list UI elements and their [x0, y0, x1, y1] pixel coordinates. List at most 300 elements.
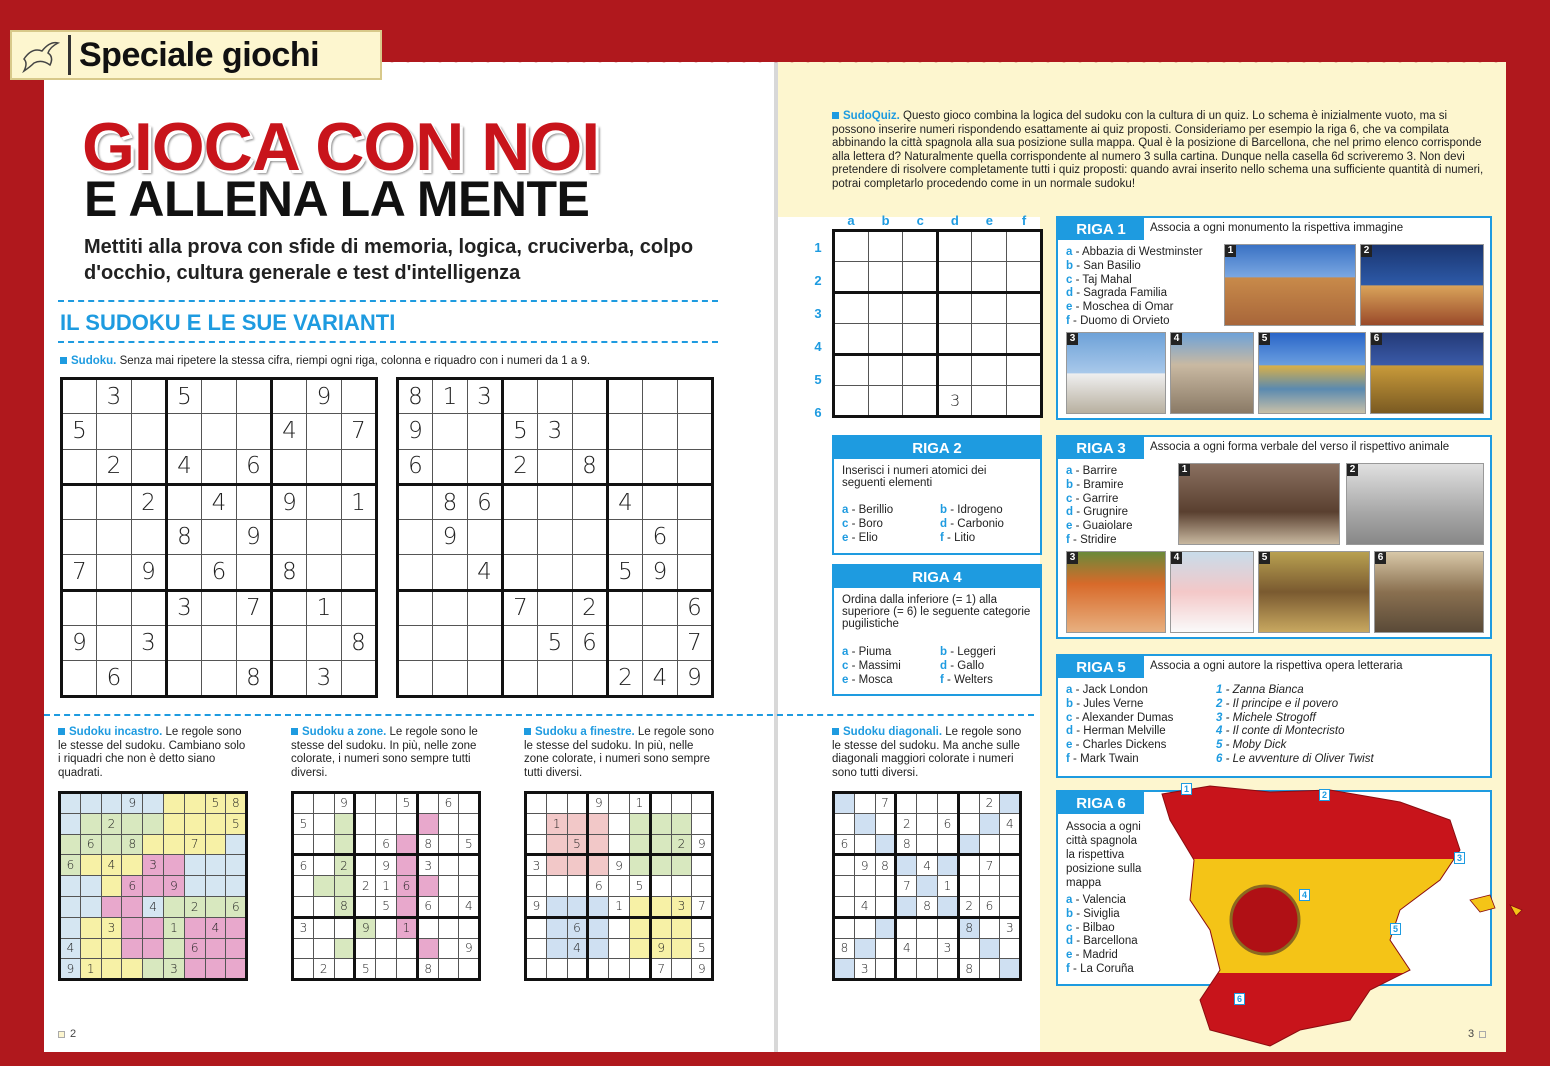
- grid-cell[interactable]: [678, 484, 713, 519]
- grid-cell[interactable]: [834, 917, 855, 938]
- grid-cell[interactable]: 6: [376, 834, 397, 855]
- grid-cell[interactable]: [937, 855, 958, 876]
- grid-cell[interactable]: [396, 855, 417, 876]
- grid-cell[interactable]: 6: [396, 876, 417, 897]
- grid-cell[interactable]: [237, 379, 272, 414]
- grid-cell[interactable]: 9: [307, 379, 342, 414]
- grid-cell[interactable]: [184, 959, 205, 980]
- grid-cell[interactable]: [937, 959, 958, 980]
- grid-cell[interactable]: 7: [503, 590, 538, 625]
- grid-cell[interactable]: [588, 938, 609, 959]
- grid-cell[interactable]: [854, 938, 875, 959]
- grid-cell[interactable]: [896, 793, 917, 814]
- grid-cell[interactable]: [567, 896, 588, 917]
- grid-cell[interactable]: [567, 876, 588, 897]
- grid-cell[interactable]: [459, 959, 480, 980]
- grid-cell[interactable]: 5: [293, 813, 314, 834]
- grid-cell[interactable]: [629, 917, 650, 938]
- grid-cell[interactable]: [396, 959, 417, 980]
- grid-cell[interactable]: [313, 813, 334, 834]
- grid-cell[interactable]: [468, 449, 503, 484]
- grid-cell[interactable]: [237, 484, 272, 519]
- grid-cell[interactable]: [629, 855, 650, 876]
- grid-cell[interactable]: [355, 938, 376, 959]
- grid-cell[interactable]: [468, 626, 503, 661]
- grid-cell[interactable]: [307, 626, 342, 661]
- grid-cell[interactable]: 7: [692, 896, 713, 917]
- grid-cell[interactable]: 7: [678, 626, 713, 661]
- grid-cell[interactable]: [417, 813, 438, 834]
- grid-cell[interactable]: [132, 590, 167, 625]
- grid-cell[interactable]: [503, 626, 538, 661]
- grid-cell[interactable]: 2: [101, 813, 122, 834]
- grid-cell[interactable]: [334, 938, 355, 959]
- grid-cell[interactable]: [678, 414, 713, 449]
- grid-cell[interactable]: [313, 793, 334, 814]
- grid-cell[interactable]: [80, 813, 101, 834]
- grid-cell[interactable]: 2: [313, 959, 334, 980]
- grid-cell[interactable]: [650, 896, 671, 917]
- grid-cell[interactable]: 4: [272, 414, 307, 449]
- grid-cell[interactable]: [334, 959, 355, 980]
- grid-cell[interactable]: [163, 855, 184, 876]
- grid-cell[interactable]: [202, 449, 237, 484]
- grid-cell[interactable]: [1006, 355, 1041, 386]
- grid-cell[interactable]: 6: [237, 449, 272, 484]
- grid-cell[interactable]: [62, 590, 97, 625]
- grid-cell[interactable]: [293, 834, 314, 855]
- grid-cell[interactable]: [97, 484, 132, 519]
- grid-cell[interactable]: 2: [97, 449, 132, 484]
- grid-cell[interactable]: [917, 834, 938, 855]
- grid-cell[interactable]: 5: [538, 626, 573, 661]
- grid-cell[interactable]: 8: [958, 959, 979, 980]
- grid-cell[interactable]: [438, 959, 459, 980]
- grid-cell[interactable]: 9: [132, 555, 167, 590]
- grid-cell[interactable]: [917, 959, 938, 980]
- grid-cell[interactable]: [101, 793, 122, 814]
- grid-cell[interactable]: [972, 231, 1007, 262]
- grid-cell[interactable]: [184, 917, 205, 938]
- grid-cell[interactable]: [122, 959, 143, 980]
- grid-cell[interactable]: 4: [202, 484, 237, 519]
- grid-cell[interactable]: 4: [101, 855, 122, 876]
- grid-cell[interactable]: [468, 590, 503, 625]
- grid-cell[interactable]: [272, 449, 307, 484]
- grid-cell[interactable]: 4: [459, 896, 480, 917]
- grid-cell[interactable]: [671, 793, 692, 814]
- grid-cell[interactable]: [163, 793, 184, 814]
- grid-cell[interactable]: [1000, 876, 1021, 897]
- grid-cell[interactable]: 9: [650, 938, 671, 959]
- grid-cell[interactable]: [643, 626, 678, 661]
- grid-cell[interactable]: [643, 484, 678, 519]
- grid-cell[interactable]: [60, 813, 81, 834]
- grid-cell[interactable]: [917, 793, 938, 814]
- grid-cell[interactable]: [643, 449, 678, 484]
- grid-cell[interactable]: [205, 938, 226, 959]
- grid-cell[interactable]: [433, 414, 468, 449]
- grid-cell[interactable]: [526, 917, 547, 938]
- grid-cell[interactable]: [205, 876, 226, 897]
- grid-cell[interactable]: [1006, 231, 1041, 262]
- grid-cell[interactable]: [1000, 938, 1021, 959]
- grid-cell[interactable]: 4: [1000, 813, 1021, 834]
- grid-cell[interactable]: 2: [132, 484, 167, 519]
- grid-cell[interactable]: [650, 834, 671, 855]
- grid-cell[interactable]: 8: [342, 626, 377, 661]
- grid-cell[interactable]: 6: [834, 834, 855, 855]
- grid-cell[interactable]: [834, 793, 855, 814]
- grid-cell[interactable]: [937, 293, 972, 324]
- grid-cell[interactable]: 3: [101, 917, 122, 938]
- grid-cell[interactable]: [972, 355, 1007, 386]
- grid-cell[interactable]: 5: [567, 834, 588, 855]
- grid-cell[interactable]: 9: [355, 917, 376, 938]
- grid-cell[interactable]: 9: [678, 661, 713, 696]
- grid-cell[interactable]: 9: [398, 414, 433, 449]
- grid-cell[interactable]: [937, 231, 972, 262]
- grid-cell[interactable]: [80, 876, 101, 897]
- grid-cell[interactable]: 9: [588, 793, 609, 814]
- grid-cell[interactable]: [903, 293, 938, 324]
- grid-cell[interactable]: [396, 896, 417, 917]
- grid-cell[interactable]: 3: [307, 661, 342, 696]
- grid-cell[interactable]: [875, 917, 896, 938]
- grid-cell[interactable]: [573, 661, 608, 696]
- grid-cell[interactable]: [398, 626, 433, 661]
- grid-cell[interactable]: [205, 896, 226, 917]
- grid-cell[interactable]: [608, 590, 643, 625]
- grid-cell[interactable]: [122, 855, 143, 876]
- grid-cell[interactable]: [80, 793, 101, 814]
- sudoku-grid-2[interactable]: [396, 377, 714, 698]
- grid-cell[interactable]: [1006, 324, 1041, 355]
- grid-cell[interactable]: [875, 938, 896, 959]
- grid-cell[interactable]: [396, 813, 417, 834]
- grid-cell[interactable]: [202, 379, 237, 414]
- grid-cell[interactable]: [438, 876, 459, 897]
- grid-cell[interactable]: [538, 520, 573, 555]
- grid-cell[interactable]: [237, 555, 272, 590]
- grid-cell[interactable]: [834, 855, 855, 876]
- grid-cell[interactable]: [122, 917, 143, 938]
- grid-cell[interactable]: [972, 262, 1007, 293]
- grid-cell[interactable]: 6: [226, 896, 247, 917]
- grid-cell[interactable]: [854, 876, 875, 897]
- grid-cell[interactable]: [972, 386, 1007, 417]
- grid-cell[interactable]: [588, 813, 609, 834]
- grid-cell[interactable]: [293, 896, 314, 917]
- grid-cell[interactable]: [293, 938, 314, 959]
- grid-cell[interactable]: [101, 876, 122, 897]
- grid-cell[interactable]: [503, 555, 538, 590]
- grid-cell[interactable]: [163, 938, 184, 959]
- grid-cell[interactable]: [334, 917, 355, 938]
- grid-cell[interactable]: [143, 834, 164, 855]
- grid-cell[interactable]: 6: [643, 520, 678, 555]
- grid-cell[interactable]: [692, 917, 713, 938]
- grid-cell[interactable]: 9: [163, 876, 184, 897]
- sudoku-finestre-grid[interactable]: [524, 791, 714, 981]
- grid-cell[interactable]: [958, 834, 979, 855]
- grid-cell[interactable]: 2: [503, 449, 538, 484]
- grid-cell[interactable]: [143, 793, 164, 814]
- grid-cell[interactable]: [226, 959, 247, 980]
- grid-cell[interactable]: [313, 938, 334, 959]
- grid-cell[interactable]: 6: [573, 626, 608, 661]
- grid-cell[interactable]: [313, 876, 334, 897]
- grid-cell[interactable]: [868, 355, 903, 386]
- grid-cell[interactable]: [60, 917, 81, 938]
- grid-cell[interactable]: [834, 262, 869, 293]
- grid-cell[interactable]: 1: [609, 896, 630, 917]
- grid-cell[interactable]: [167, 626, 202, 661]
- grid-cell[interactable]: 9: [459, 938, 480, 959]
- grid-cell[interactable]: 2: [958, 896, 979, 917]
- grid-cell[interactable]: 8: [122, 834, 143, 855]
- grid-cell[interactable]: [958, 793, 979, 814]
- grid-cell[interactable]: [958, 813, 979, 834]
- grid-cell[interactable]: 2: [355, 876, 376, 897]
- grid-cell[interactable]: [917, 917, 938, 938]
- grid-cell[interactable]: 7: [896, 876, 917, 897]
- grid-cell[interactable]: 3: [143, 855, 164, 876]
- grid-cell[interactable]: 8: [958, 917, 979, 938]
- grid-cell[interactable]: [917, 938, 938, 959]
- grid-cell[interactable]: [438, 855, 459, 876]
- grid-cell[interactable]: [355, 793, 376, 814]
- grid-cell[interactable]: [692, 855, 713, 876]
- grid-cell[interactable]: 5: [608, 555, 643, 590]
- grid-cell[interactable]: 8: [834, 938, 855, 959]
- grid-cell[interactable]: [342, 590, 377, 625]
- grid-cell[interactable]: [122, 813, 143, 834]
- grid-cell[interactable]: [202, 414, 237, 449]
- grid-cell[interactable]: [398, 484, 433, 519]
- grid-cell[interactable]: [334, 876, 355, 897]
- grid-cell[interactable]: [526, 793, 547, 814]
- grid-cell[interactable]: [958, 855, 979, 876]
- grid-cell[interactable]: [293, 959, 314, 980]
- grid-cell[interactable]: [896, 959, 917, 980]
- grid-cell[interactable]: [97, 414, 132, 449]
- grid-cell[interactable]: [854, 917, 875, 938]
- grid-cell[interactable]: [546, 834, 567, 855]
- grid-cell[interactable]: 6: [438, 793, 459, 814]
- grid-cell[interactable]: [1006, 262, 1041, 293]
- grid-cell[interactable]: 1: [80, 959, 101, 980]
- sudoku-diagonali-grid[interactable]: [832, 791, 1022, 981]
- grid-cell[interactable]: 4: [143, 896, 164, 917]
- grid-cell[interactable]: 3: [468, 379, 503, 414]
- grid-cell[interactable]: [342, 520, 377, 555]
- grid-cell[interactable]: [573, 414, 608, 449]
- grid-cell[interactable]: [834, 896, 855, 917]
- grid-cell[interactable]: [875, 876, 896, 897]
- grid-cell[interactable]: [526, 834, 547, 855]
- grid-cell[interactable]: [80, 938, 101, 959]
- grid-cell[interactable]: 9: [272, 484, 307, 519]
- grid-cell[interactable]: [643, 414, 678, 449]
- grid-cell[interactable]: 6: [80, 834, 101, 855]
- grid-cell[interactable]: [237, 414, 272, 449]
- grid-cell[interactable]: [62, 520, 97, 555]
- grid-cell[interactable]: [650, 855, 671, 876]
- grid-cell[interactable]: 8: [226, 793, 247, 814]
- grid-cell[interactable]: [376, 917, 397, 938]
- grid-cell[interactable]: [334, 813, 355, 834]
- grid-cell[interactable]: [438, 917, 459, 938]
- grid-cell[interactable]: 2: [573, 590, 608, 625]
- grid-cell[interactable]: [573, 555, 608, 590]
- grid-cell[interactable]: 3: [526, 855, 547, 876]
- grid-cell[interactable]: 8: [398, 379, 433, 414]
- grid-cell[interactable]: 5: [226, 813, 247, 834]
- grid-cell[interactable]: 9: [237, 520, 272, 555]
- grid-cell[interactable]: [60, 834, 81, 855]
- grid-cell[interactable]: [868, 262, 903, 293]
- grid-cell[interactable]: [671, 959, 692, 980]
- grid-cell[interactable]: [342, 555, 377, 590]
- grid-cell[interactable]: [917, 876, 938, 897]
- grid-cell[interactable]: 6: [567, 917, 588, 938]
- grid-cell[interactable]: [588, 917, 609, 938]
- grid-cell[interactable]: [307, 414, 342, 449]
- grid-cell[interactable]: 8: [167, 520, 202, 555]
- grid-cell[interactable]: 7: [875, 793, 896, 814]
- grid-cell[interactable]: [163, 813, 184, 834]
- grid-cell[interactable]: [875, 813, 896, 834]
- grid-cell[interactable]: [272, 520, 307, 555]
- grid-cell[interactable]: 3: [937, 938, 958, 959]
- grid-cell[interactable]: [438, 896, 459, 917]
- grid-cell[interactable]: [588, 959, 609, 980]
- grid-cell[interactable]: [875, 834, 896, 855]
- grid-cell[interactable]: [979, 813, 1000, 834]
- grid-cell[interactable]: 7: [342, 414, 377, 449]
- grid-cell[interactable]: [355, 834, 376, 855]
- grid-cell[interactable]: [342, 661, 377, 696]
- grid-cell[interactable]: [538, 484, 573, 519]
- grid-cell[interactable]: [608, 414, 643, 449]
- grid-cell[interactable]: [307, 484, 342, 519]
- grid-cell[interactable]: [62, 449, 97, 484]
- grid-cell[interactable]: [573, 520, 608, 555]
- grid-cell[interactable]: [643, 379, 678, 414]
- grid-cell[interactable]: [671, 917, 692, 938]
- grid-cell[interactable]: [692, 813, 713, 834]
- grid-cell[interactable]: 6: [202, 555, 237, 590]
- grid-cell[interactable]: [538, 449, 573, 484]
- grid-cell[interactable]: [101, 896, 122, 917]
- grid-cell[interactable]: [293, 793, 314, 814]
- grid-cell[interactable]: [875, 896, 896, 917]
- grid-cell[interactable]: [438, 813, 459, 834]
- grid-cell[interactable]: [629, 896, 650, 917]
- grid-cell[interactable]: [834, 813, 855, 834]
- grid-cell[interactable]: [1006, 293, 1041, 324]
- grid-cell[interactable]: [97, 555, 132, 590]
- grid-cell[interactable]: 3: [538, 414, 573, 449]
- grid-cell[interactable]: [307, 520, 342, 555]
- grid-cell[interactable]: [60, 896, 81, 917]
- grid-cell[interactable]: [376, 813, 397, 834]
- grid-cell[interactable]: [1000, 834, 1021, 855]
- grid-cell[interactable]: [132, 449, 167, 484]
- grid-cell[interactable]: [313, 855, 334, 876]
- grid-cell[interactable]: 8: [334, 896, 355, 917]
- grid-cell[interactable]: 6: [398, 449, 433, 484]
- grid-cell[interactable]: 7: [237, 590, 272, 625]
- grid-cell[interactable]: [573, 484, 608, 519]
- grid-cell[interactable]: 3: [854, 959, 875, 980]
- grid-cell[interactable]: 5: [376, 896, 397, 917]
- grid-cell[interactable]: [417, 938, 438, 959]
- grid-cell[interactable]: [671, 876, 692, 897]
- grid-cell[interactable]: [226, 876, 247, 897]
- grid-cell[interactable]: [609, 959, 630, 980]
- grid-cell[interactable]: [588, 855, 609, 876]
- grid-cell[interactable]: [97, 520, 132, 555]
- grid-cell[interactable]: 9: [692, 834, 713, 855]
- grid-cell[interactable]: [1000, 896, 1021, 917]
- grid-cell[interactable]: [546, 876, 567, 897]
- grid-cell[interactable]: 8: [272, 555, 307, 590]
- grid-cell[interactable]: [573, 379, 608, 414]
- grid-cell[interactable]: 5: [503, 414, 538, 449]
- grid-cell[interactable]: [417, 876, 438, 897]
- grid-cell[interactable]: 7: [979, 855, 1000, 876]
- grid-cell[interactable]: [376, 938, 397, 959]
- grid-cell[interactable]: [143, 876, 164, 897]
- grid-cell[interactable]: 4: [608, 484, 643, 519]
- grid-cell[interactable]: [608, 449, 643, 484]
- grid-cell[interactable]: 9: [692, 959, 713, 980]
- grid-cell[interactable]: [854, 813, 875, 834]
- grid-cell[interactable]: 6: [184, 938, 205, 959]
- grid-cell[interactable]: [979, 938, 1000, 959]
- grid-cell[interactable]: 4: [468, 555, 503, 590]
- grid-cell[interactable]: 6: [122, 876, 143, 897]
- grid-cell[interactable]: 9: [526, 896, 547, 917]
- grid-cell[interactable]: [433, 590, 468, 625]
- grid-cell[interactable]: 6: [468, 484, 503, 519]
- grid-cell[interactable]: 7: [184, 834, 205, 855]
- grid-cell[interactable]: 6: [678, 590, 713, 625]
- grid-cell[interactable]: [226, 938, 247, 959]
- grid-cell[interactable]: 1: [629, 793, 650, 814]
- sudoku-incastro-grid[interactable]: [58, 791, 248, 981]
- grid-cell[interactable]: [834, 324, 869, 355]
- grid-cell[interactable]: 1: [433, 379, 468, 414]
- grid-cell[interactable]: [671, 938, 692, 959]
- grid-cell[interactable]: [376, 793, 397, 814]
- grid-cell[interactable]: [671, 855, 692, 876]
- grid-cell[interactable]: [433, 626, 468, 661]
- grid-cell[interactable]: [896, 917, 917, 938]
- grid-cell[interactable]: [868, 231, 903, 262]
- grid-cell[interactable]: [834, 293, 869, 324]
- grid-cell[interactable]: [468, 520, 503, 555]
- grid-cell[interactable]: [205, 834, 226, 855]
- grid-cell[interactable]: [972, 293, 1007, 324]
- grid-cell[interactable]: [588, 896, 609, 917]
- grid-cell[interactable]: [678, 520, 713, 555]
- grid-cell[interactable]: [438, 834, 459, 855]
- grid-cell[interactable]: [609, 813, 630, 834]
- grid-cell[interactable]: [526, 876, 547, 897]
